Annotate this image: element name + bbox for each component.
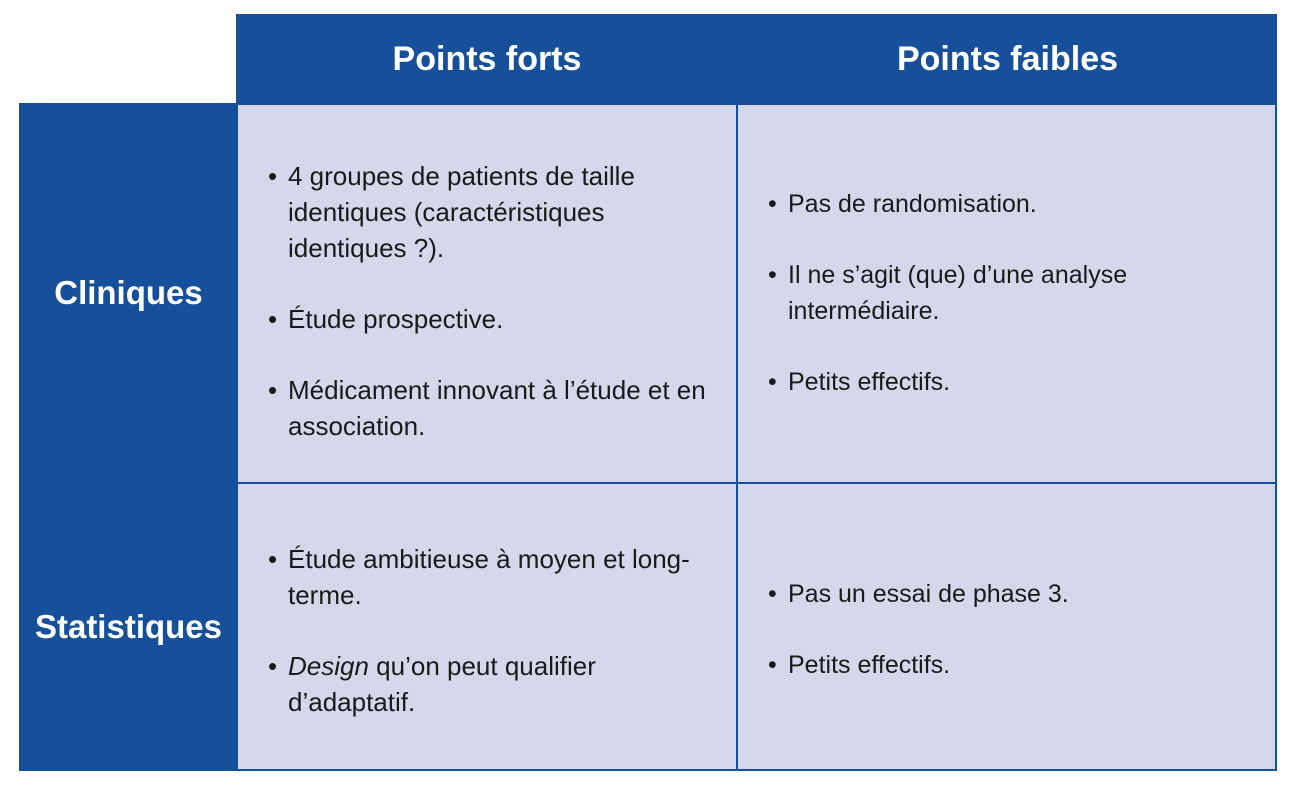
cliniques-weaknesses-list	[768, 186, 1245, 400]
list-item: • Pas un essai de phase 3.	[768, 576, 1245, 612]
row-header-cliniques: Cliniques	[54, 274, 203, 311]
cell-cliniques-weaknesses	[738, 105, 1275, 482]
column-header-strengths: Points forts	[392, 39, 582, 78]
list-item: • Il ne s’agit (que) d’une analyse intermédiaire.	[768, 257, 1245, 329]
cell-cliniques-strengths	[238, 105, 736, 482]
list-item: • Étude ambitieuse à moyen et long-terme.	[268, 541, 706, 613]
list-item: • 4 groupes de patients de taille identiques (caractéristiques identiques ?).	[268, 158, 706, 266]
row-header-statistiques: Statistiques	[34, 608, 223, 645]
statistiques-weaknesses-list	[768, 576, 1245, 683]
list-item	[268, 648, 706, 720]
design-rest: qu’on peut qualifier d’adaptatif.	[288, 651, 596, 717]
design-italic: Design	[288, 651, 369, 681]
list-item: • Petits effectifs.	[768, 647, 1245, 683]
list-item: • Médicament innovant à l’étude et en association.	[268, 372, 706, 444]
cliniques-strengths-list	[268, 158, 706, 444]
list-item: • Pas de randomisation.	[768, 186, 1245, 222]
cell-statistiques-strengths	[238, 484, 736, 769]
statistiques-strengths-list	[268, 541, 706, 720]
cell-statistiques-weaknesses	[738, 484, 1275, 769]
column-header-weaknesses: Points faibles	[896, 39, 1119, 78]
list-item: • Petits effectifs.	[768, 364, 1245, 400]
list-item: • Étude prospective.	[268, 301, 706, 337]
